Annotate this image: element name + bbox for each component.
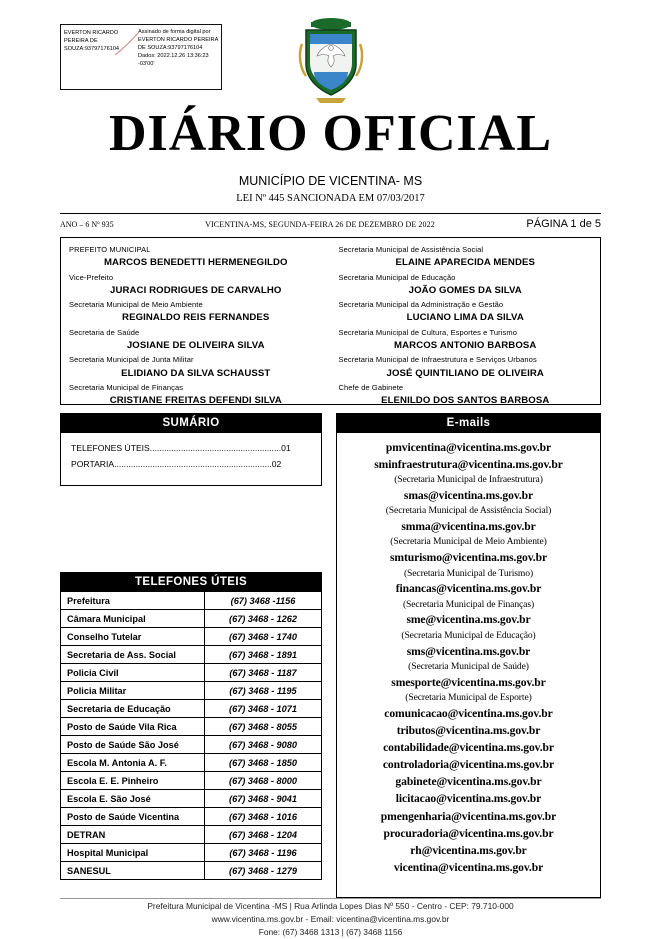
email-address[interactable]: pmengenharia@vicentina.ms.gov.br bbox=[380, 809, 557, 823]
email-address[interactable]: sminfraestrutura@vicentina.ms.gov.br bbox=[374, 458, 563, 472]
official-name: CRISTIANE FREITAS DEFENDI SILVA bbox=[109, 395, 282, 407]
phone-name: Policia Civil bbox=[61, 664, 205, 682]
table-row bbox=[61, 628, 321, 646]
phone-name: Policia Militar bbox=[61, 682, 205, 700]
issue-number: ANO – 6 Nº 935 bbox=[60, 219, 114, 229]
official-name: JOSÉ QUINTILIANO DE OLIVEIRA bbox=[386, 367, 544, 379]
email-address[interactable]: contabilidade@vicentina.ms.gov.br bbox=[383, 740, 554, 754]
table-row bbox=[61, 664, 321, 682]
useful-phones-title: TELEFONES ÚTEIS bbox=[61, 573, 321, 592]
official-name: MARCOS ANTONIO BARBOSA bbox=[394, 340, 537, 352]
summary-entry[interactable]: TELEFONES ÚTEIS.......................................................01 bbox=[71, 443, 291, 453]
issue-meta-row bbox=[60, 216, 601, 232]
official-role: Secretaria Municipal de Educação bbox=[338, 272, 456, 282]
email-department: (Secretaria Municipal de Finanças) bbox=[402, 598, 535, 610]
email-address[interactable]: financas@vicentina.ms.gov.br bbox=[395, 582, 542, 596]
email-address[interactable]: gabinete@vicentina.ms.gov.br bbox=[395, 775, 542, 789]
phone-number: (67) 3468 - 1204 bbox=[205, 826, 322, 844]
official-name: JOÃO GOMES DA SILVA bbox=[408, 284, 522, 296]
table-row bbox=[61, 772, 321, 790]
official-role: Secretaria Municipal de Meio Ambiente bbox=[69, 300, 203, 310]
email-department: (Secretaria Municipal de Saúde) bbox=[408, 660, 529, 672]
email-address[interactable]: licitacao@vicentina.ms.gov.br bbox=[395, 792, 542, 806]
signature-details bbox=[135, 25, 221, 89]
municipality-subtitle: MUNICÍPIO DE VICENTINA- MS bbox=[238, 174, 423, 188]
table-row bbox=[61, 592, 321, 610]
law-reference: LEI Nº 445 SANCIONADA EM 07/03/2017 bbox=[236, 193, 425, 204]
official-name: ELENILDO DOS SANTOS BARBOSA bbox=[381, 395, 550, 407]
emails-list bbox=[337, 433, 600, 876]
official-name: MARCOS BENEDETTI HERMENEGILDO bbox=[103, 257, 288, 269]
phone-number: (67) 3468 - 8000 bbox=[205, 772, 322, 790]
officials-column-right bbox=[331, 238, 601, 407]
email-address[interactable]: smturismo@vicentina.ms.gov.br bbox=[390, 551, 547, 565]
table-row bbox=[61, 790, 321, 808]
summary-entry[interactable]: PORTARIA..................................................................02 bbox=[71, 458, 282, 469]
email-address[interactable]: rh@vicentina.ms.gov.br bbox=[410, 843, 527, 857]
emails-box bbox=[336, 413, 601, 898]
page-title: DIÁRIO OFICIAL bbox=[108, 105, 553, 162]
official-role: PREFEITO MUNICIPAL bbox=[69, 245, 151, 254]
email-address[interactable]: procuradoria@vicentina.ms.gov.br bbox=[383, 826, 554, 840]
email-address[interactable]: controladoria@vicentina.ms.gov.br bbox=[382, 758, 555, 772]
table-row bbox=[61, 682, 321, 700]
phone-number: (67) 3468 - 1195 bbox=[205, 682, 322, 700]
official-name: LUCIANO LIMA DA SILVA bbox=[406, 312, 524, 324]
footer-web-email: www.vicentina.ms.gov.br - Email: vicentina@vicentina.ms.gov.br bbox=[211, 914, 450, 925]
phone-name: Posto de Saúde Vicentina bbox=[61, 808, 205, 826]
table-row bbox=[61, 754, 321, 772]
table-row bbox=[61, 862, 321, 880]
table-row bbox=[61, 844, 321, 862]
email-address[interactable]: smma@vicentina.ms.gov.br bbox=[401, 520, 536, 534]
table-row bbox=[61, 646, 321, 664]
phone-name: Conselho Tutelar bbox=[61, 628, 205, 646]
email-department: (Secretaria Municipal de Educação) bbox=[401, 629, 536, 641]
phone-name: Prefeitura bbox=[67, 595, 110, 606]
phone-number: (67) 3468 - 1187 bbox=[205, 664, 322, 682]
phone-name: Posto de Saúde Vila Rica bbox=[61, 718, 205, 736]
official-role: Secretaria Municipal de Finanças bbox=[69, 382, 184, 392]
email-address[interactable]: comunicacao@vicentina.ms.gov.br bbox=[384, 706, 553, 720]
official-name: ELAINE APARECIDA MENDES bbox=[395, 257, 535, 269]
email-department: (Secretaria Municipal de Assistência Social) bbox=[385, 505, 552, 517]
table-row bbox=[61, 718, 321, 736]
signature-name bbox=[61, 25, 135, 89]
phone-name: Posto de Saúde São José bbox=[61, 736, 205, 754]
page-footer bbox=[60, 900, 601, 939]
summary-title: SUMÁRIO bbox=[61, 414, 321, 433]
table-row bbox=[61, 826, 321, 844]
header-divider bbox=[60, 213, 601, 214]
official-role: Secretaria de Saúde bbox=[69, 327, 140, 337]
official-role: Secretaria Municipal da Administração e Gestão bbox=[338, 300, 504, 310]
email-address[interactable]: smas@vicentina.ms.gov.br bbox=[403, 489, 534, 503]
phone-number: (67) 3468 - 1850 bbox=[205, 754, 322, 772]
summary-box bbox=[60, 413, 322, 486]
official-role: Secretaria Municipal de Assistência Social bbox=[338, 245, 484, 254]
phone-name: Escola E. E. Pinheiro bbox=[61, 772, 205, 790]
signature-name-text: EVERTON RICARDO PEREIRA DE SOUZA:93797176104 bbox=[64, 30, 120, 53]
official-name: ELIDIANO DA SILVA SCHAUSST bbox=[121, 367, 271, 379]
official-role: Vice-Prefeito bbox=[69, 272, 114, 282]
email-address[interactable]: tributos@vicentina.ms.gov.br bbox=[396, 723, 541, 737]
email-department: (Secretaria Municipal de Meio Ambiente) bbox=[390, 536, 547, 548]
email-address[interactable]: vicentina@vicentina.ms.gov.br bbox=[393, 861, 544, 875]
page-number: PÁGINA 1 de 5 bbox=[526, 218, 601, 230]
phone-number: (67) 3468 - 1279 bbox=[205, 862, 322, 880]
phone-number: (67) 3468 - 1196 bbox=[205, 844, 322, 862]
official-role: Chefe de Gabinete bbox=[338, 382, 404, 392]
officials-column-left bbox=[61, 238, 331, 407]
official-role: Secretaria Municipal de Infraestrutura e Serviços Urbanos bbox=[338, 355, 537, 365]
email-department: (Secretaria Municipal de Esporte) bbox=[405, 691, 532, 703]
table-row bbox=[61, 700, 321, 718]
phone-number: (67) 3468 - 1262 bbox=[205, 610, 322, 628]
official-name: JOSIANE DE OLIVEIRA SILVA bbox=[126, 340, 265, 352]
phone-name: Escola M. Antonia A. F. bbox=[61, 754, 205, 772]
email-address[interactable]: pmvicentina@vicentina.ms.gov.br bbox=[385, 441, 552, 454]
phone-number: (67) 3468 - 1891 bbox=[205, 646, 322, 664]
email-address[interactable]: sms@vicentina.ms.gov.br bbox=[406, 644, 531, 658]
footer-address: Prefeitura Municipal de Vicentina -MS | Rua Arlinda Lopes Dias Nº 550 - Centro - CEP: 79.710-000 bbox=[147, 901, 514, 911]
table-row bbox=[61, 808, 321, 826]
footer-phone: Fone: (67) 3468 1313 | (67) 3468 1156 bbox=[258, 927, 403, 938]
email-department: (Secretaria Municipal de Infraestrutura) bbox=[394, 474, 543, 486]
coat-of-arms-icon bbox=[292, 14, 370, 106]
phone-number: (67) 3468 - 1071 bbox=[205, 700, 322, 718]
phone-number: (67) 3468 - 9041 bbox=[205, 790, 322, 808]
phone-number: (67) 3468 -1156 bbox=[205, 592, 322, 610]
email-department: (Secretaria Municipal de Turismo) bbox=[403, 567, 534, 579]
phone-number: (67) 3468 - 8055 bbox=[205, 718, 322, 736]
useful-phones-table bbox=[61, 592, 321, 879]
phone-name: Secretaria de Educação bbox=[61, 700, 205, 718]
signature-details-text: Assinado de forma digital por EVERTON RICARDO PEREIRA DE SOUZA:93797176104 Dados: 2022.12.26 13:36:23 -03'00' bbox=[138, 29, 218, 68]
phone-name: Hospital Municipal bbox=[61, 844, 205, 862]
phone-name: Escola E. São José bbox=[61, 790, 205, 808]
official-role: Secretaria Municipal de Cultura, Esportes e Turismo bbox=[338, 327, 518, 337]
official-name: REGINALDO REIS FERNANDES bbox=[122, 312, 270, 324]
official-name: JURACI RODRIGUES DE CARVALHO bbox=[110, 284, 282, 296]
footer-divider bbox=[60, 898, 601, 899]
summary-body bbox=[61, 433, 321, 485]
email-address[interactable]: sme@vicentina.ms.gov.br bbox=[406, 613, 531, 627]
phone-name: Câmara Municipal bbox=[61, 610, 205, 628]
digital-signature-stamp bbox=[60, 24, 222, 90]
officials-box bbox=[60, 237, 601, 405]
phone-number: (67) 3468 - 9080 bbox=[205, 736, 322, 754]
useful-phones-box bbox=[60, 572, 322, 880]
email-address[interactable]: smesporte@vicentina.ms.gov.br bbox=[391, 675, 546, 689]
phone-name: Secretaria de Ass. Social bbox=[61, 646, 205, 664]
issue-date: VICENTINA-MS, SEGUNDA-FEIRA 26 DE DEZEMBRO DE 2022 bbox=[205, 219, 435, 229]
table-row bbox=[61, 610, 321, 628]
phone-name: DETRAN bbox=[61, 826, 205, 844]
phone-name: SANESUL bbox=[61, 862, 205, 880]
table-row bbox=[61, 736, 321, 754]
emails-title: E-mails bbox=[337, 414, 600, 433]
phone-number: (67) 3468 - 1740 bbox=[205, 628, 322, 646]
phone-number: (67) 3468 - 1016 bbox=[205, 808, 322, 826]
official-role: Secretaria Municipal de Junta Militar bbox=[69, 355, 194, 365]
